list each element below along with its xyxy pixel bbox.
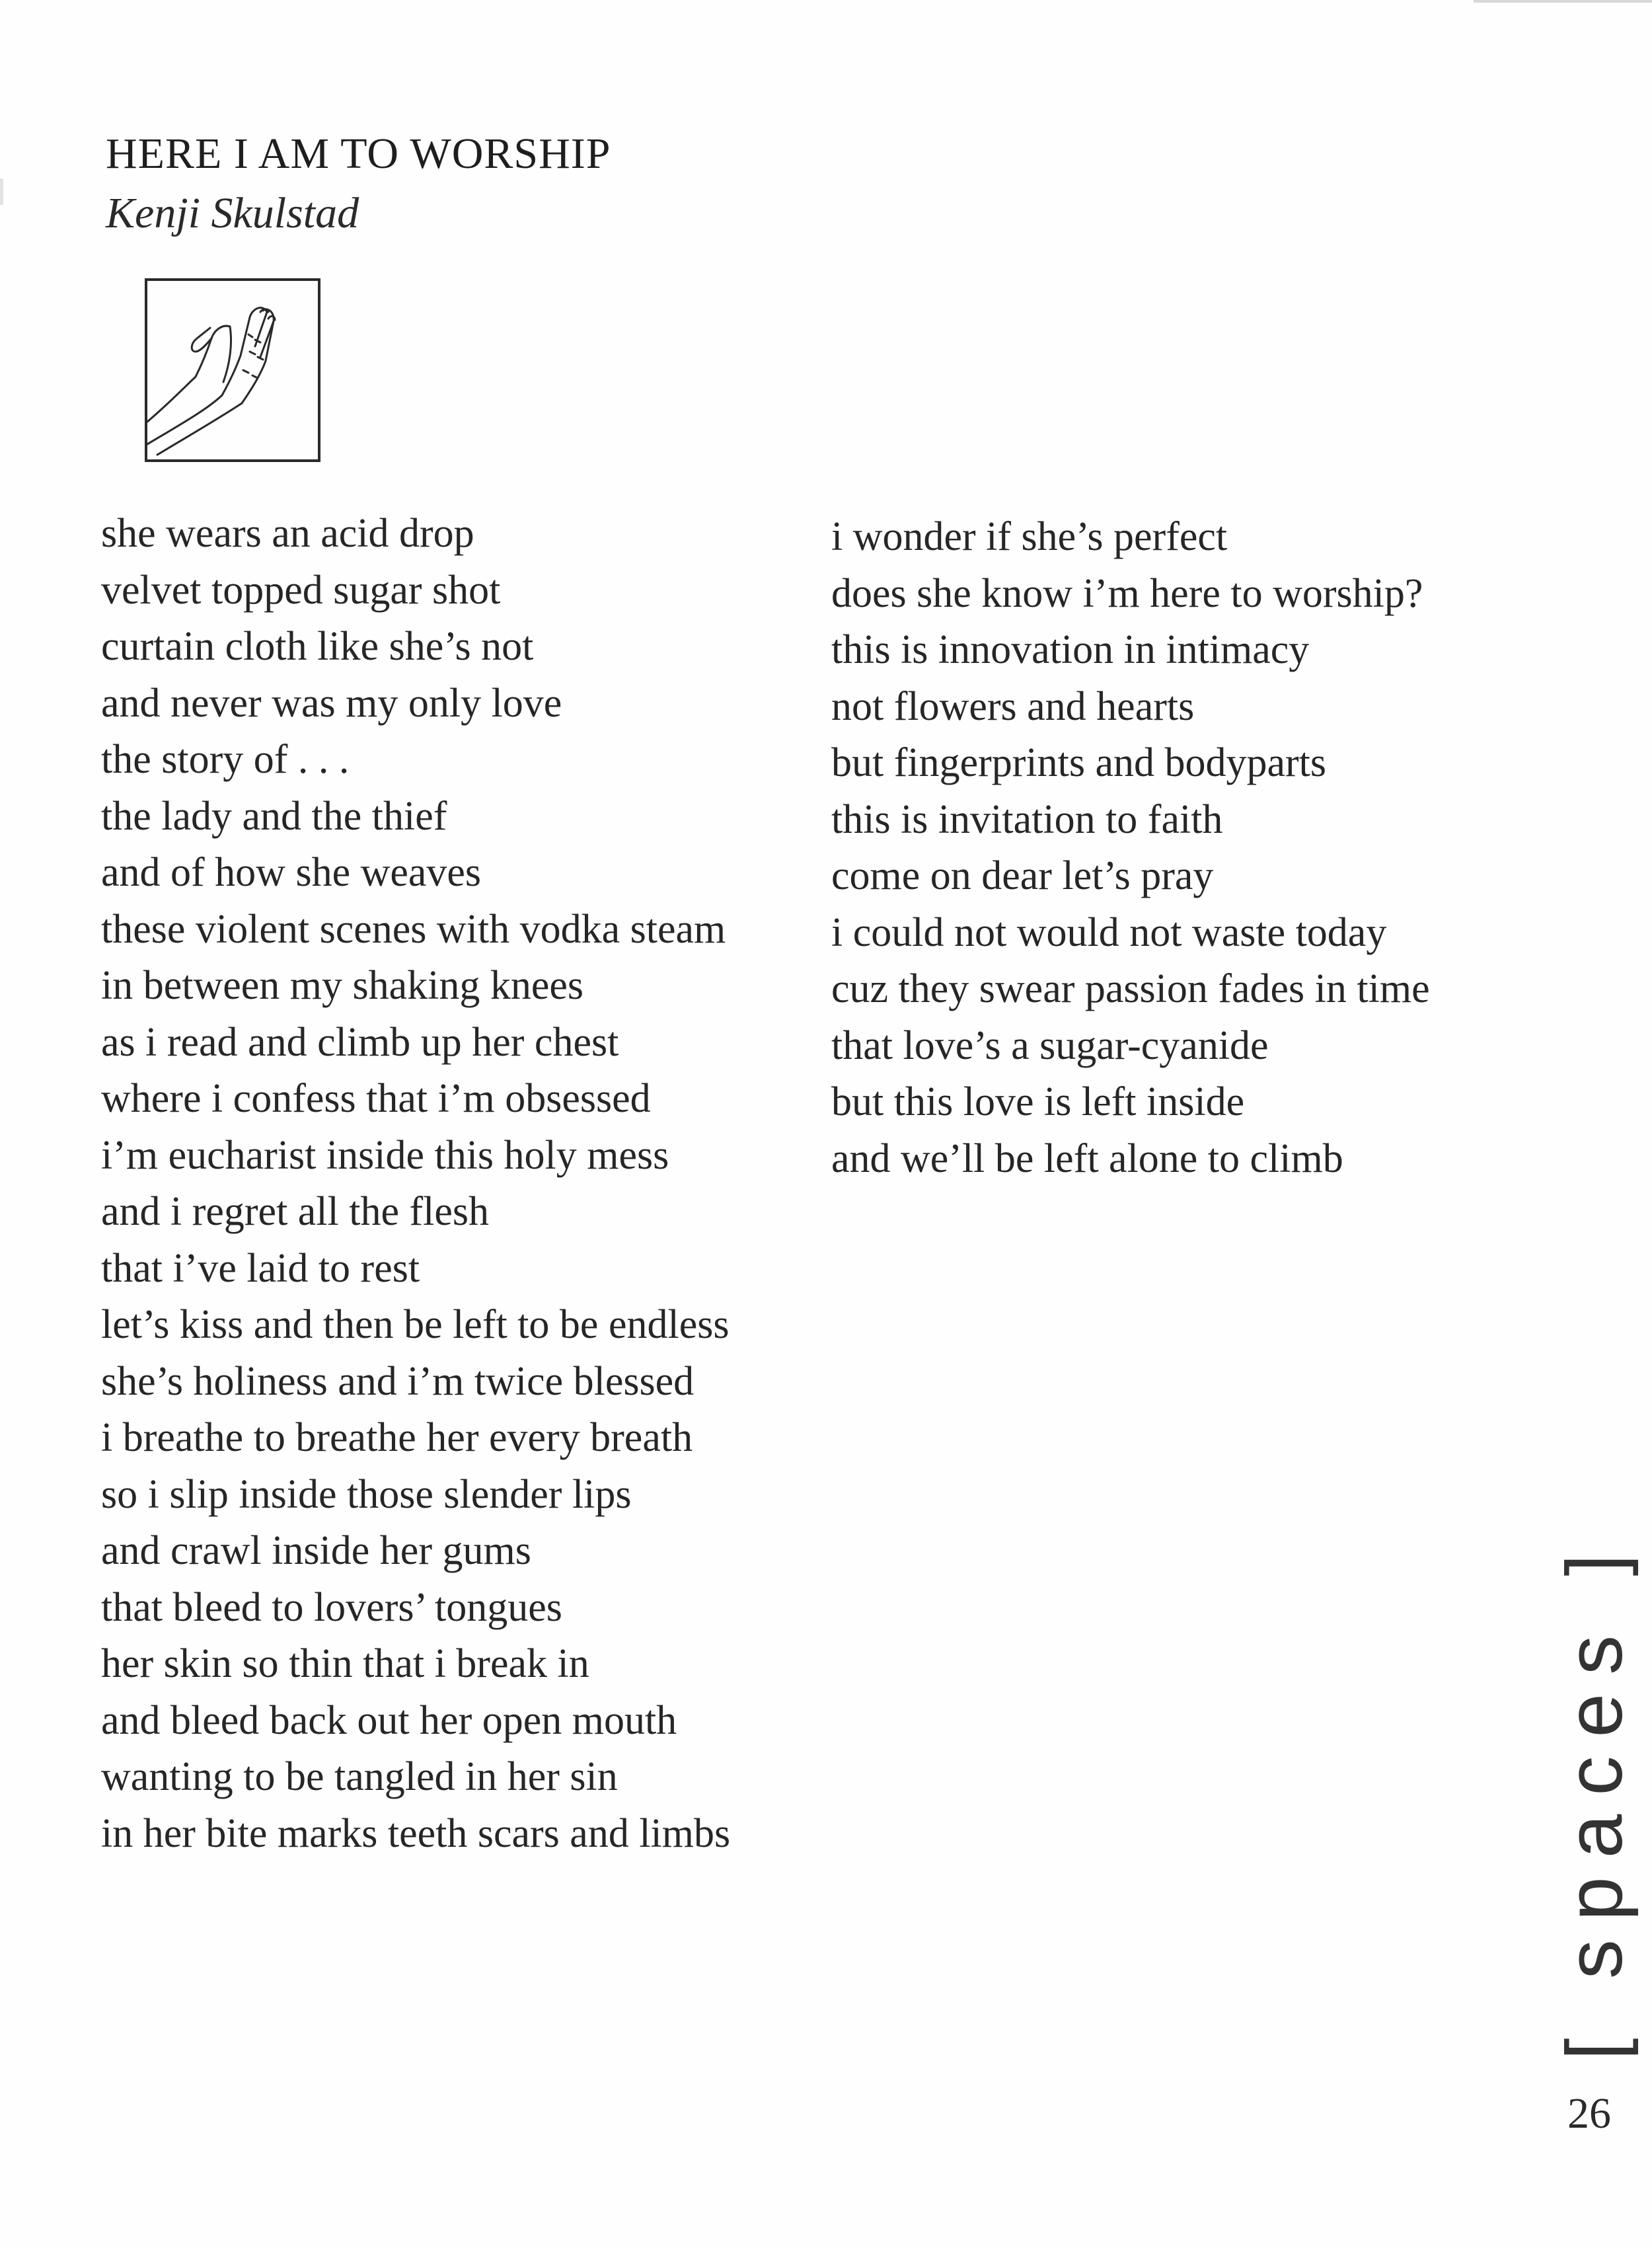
section-label — [1536, 1533, 1652, 2062]
poem-line: velvet topped sugar shot — [101, 567, 501, 613]
poem-line: i could not would not waste today — [831, 910, 1387, 955]
poem-right-column — [831, 509, 1430, 1187]
poem-line: but this love is left inside — [831, 1079, 1245, 1124]
poem-line: she wears an acid drop — [101, 511, 474, 556]
poem-line: i breathe to breathe her every breath — [101, 1415, 693, 1460]
poem-line: and i regret all the flesh — [101, 1189, 490, 1234]
poem-line: not flowers and hearts — [831, 683, 1195, 729]
poem-author: Kenji Skulstad — [106, 189, 359, 237]
poem-title: HERE I AM TO WORSHIP — [106, 130, 611, 178]
poem-line: the lady and the thief — [101, 793, 447, 839]
poem-line: and bleed back out her open mouth — [101, 1697, 677, 1743]
poem-line: in her bite marks teeth scars and limbs — [101, 1810, 731, 1856]
poem-line: this is invitation to faith — [831, 796, 1223, 842]
poem-line: wanting to be tangled in her sin — [101, 1754, 618, 1799]
poem-line: does she know i’m here to worship? — [831, 570, 1423, 616]
left-edge-mark — [0, 178, 3, 205]
poem-line: and crawl inside her gums — [101, 1528, 531, 1573]
poem-line: that love’s a sugar-cyanide — [831, 1023, 1269, 1068]
poem-line: that bleed to lovers’ tongues — [101, 1584, 562, 1630]
poem-line: cuz they swear passion fades in time — [831, 966, 1430, 1011]
poem-line: i wonder if she’s perfect — [831, 514, 1228, 559]
poem-line: but fingerprints and bodyparts — [831, 740, 1327, 785]
section-label-text: [ spaces ] — [1550, 1535, 1639, 2060]
poem-line: as i read and climb up her chest — [101, 1019, 619, 1065]
poem-line: the story of . . . — [101, 737, 350, 782]
poem-line: that i’ve laid to rest — [101, 1245, 420, 1291]
poem-line: in between my shaking knees — [101, 963, 584, 1008]
poem-line: i’m eucharist inside this holy mess — [101, 1132, 669, 1178]
page-number: 26 — [1567, 2089, 1611, 2138]
poem-line: and of how she weaves — [101, 850, 482, 895]
poem-line: so i slip inside those slender lips — [101, 1471, 632, 1517]
poem-line: let’s kiss and then be left to be endless — [101, 1302, 730, 1347]
poem-line: curtain cloth like she’s not — [101, 624, 534, 669]
top-edge-rule — [1474, 0, 1652, 3]
poem-line: and never was my only love — [101, 680, 562, 726]
poem-left-column — [101, 506, 730, 1862]
poem-line: where i confess that i’m obsessed — [101, 1076, 651, 1121]
poem-line: and we’ll be left alone to climb — [831, 1136, 1343, 1181]
poem-line: she’s holiness and i’m twice blessed — [101, 1358, 695, 1404]
poem-line: her skin so thin that i break in — [101, 1641, 589, 1686]
poem-line: come on dear let’s pray — [831, 853, 1214, 898]
poem-line: these violent scenes with vodka steam — [101, 906, 726, 952]
praying-hands-icon — [144, 278, 321, 463]
poem-line: this is innovation in intimacy — [831, 627, 1310, 672]
